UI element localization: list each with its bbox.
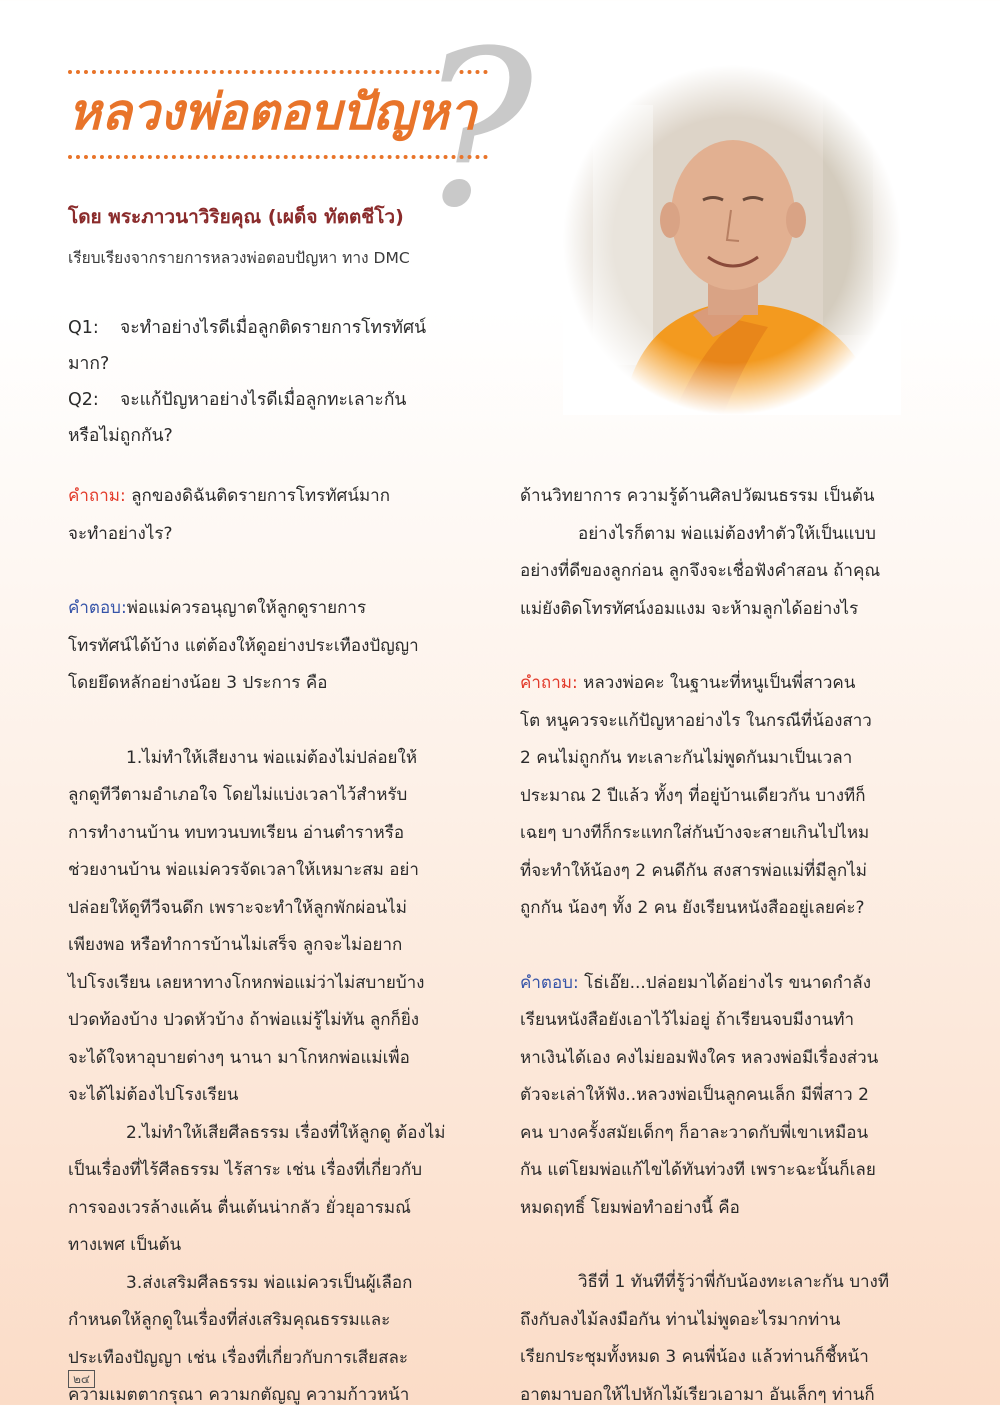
question-item: Q2: จะแก้ปัญหาอย่างไรดีเมื่อลูกทะเลาะกัน bbox=[68, 390, 407, 410]
monk-portrait-photo bbox=[563, 65, 901, 415]
title-bottom-dots bbox=[68, 155, 488, 159]
paragraph-line: ด้านวิทยาการ ความรู้ด้านศิลปวัฒนธรรม เป็นต้น bbox=[520, 486, 875, 506]
question-mark-graphic: ? bbox=[418, 4, 534, 255]
question-paragraph: คำถาม: ลูกของดิฉันติดรายการโทรทัศน์มาก bbox=[68, 486, 391, 506]
answer-paragraph: คำตอบ:พ่อแม่ควรอนุญาตให้ลูกดูรายการ bbox=[68, 598, 367, 618]
question-paragraph: คำถาม: หลวงพ่อคะ ในฐานะที่หนูเป็นพี่สาวคน bbox=[520, 673, 856, 693]
paragraph-line: วิธีที่ 1 ทันทีที่รู้ว่าพี่กับน้องทะเลาะกัน บางที bbox=[578, 1272, 890, 1292]
question-item-cont: มาก? bbox=[68, 354, 110, 374]
question-item-cont: หรือไม่ถูกกัน? bbox=[68, 426, 173, 446]
author-line: โดย พระภาวนาวิริยคุณ (เผด็จ ทัตตชีโว) bbox=[68, 206, 404, 228]
paragraph-line: 2.ไม่ทำให้เสียศีลธรรม เรื่องที่ให้ลูกดู ต้องไม่ bbox=[126, 1122, 446, 1143]
credit-line: เรียบเรียงจากรายการหลวงพ่อตอบปัญหา ทาง DMC bbox=[68, 249, 410, 267]
paragraph-line: 1.ไม่ทำให้เสียงาน พ่อแม่ต้องไม่ปล่อยให้ bbox=[126, 747, 418, 768]
monk-portrait-illustration bbox=[563, 65, 901, 415]
question-list bbox=[68, 310, 488, 454]
paragraph-line: 3.ส่งเสริมศีลธรรม พ่อแม่ควรเป็นผู้เลือก bbox=[126, 1272, 413, 1293]
answer-paragraph: คำตอบ: โธ่เอ๊ย...ปล่อยมาได้อย่างไร ขนาดกำลัง bbox=[520, 972, 871, 993]
right-column: ด้านวิทยาการ ความรู้ด้านศิลปวัฒนธรรม เป็นต้น อย่างไรก็ตาม พ่อแม่ต้องทำตัวให้เป็นแบบ อย่างที่ดีของลูกก่อน ลูกจึงจะเชื่อฟังคำสอน ถ้าคุณ แม่ยังติดโทรทัศน์งอมแงม จะห้ามลูกได้อย่างไร คำถาม: หลวงพ่อคะ ในฐานะที่หนูเป็นพี่สาวคน โต หนูควรจะแก้ปัญหาอย่างไร ในกรณีที่น้องสาว 2 คนไม่ถูกกัน ทะเลาะกันไม่พูดกันมาเป็นเวลา ประมาณ 2 ปีแล้ว ทั้งๆ ที่อยู่บ้านเดียวกัน บางทีก็ เฉยๆ บางทีก็กระแทกใส่กันบ้างจะสายเกินไปไหม ที่จะทำให้น้องๆ 2 คนดีกัน สงสารพ่อแม่ที่มีลูกไม่ ถูกกัน น้องๆ ทั้ง 2 คน ยังเรียนหนังสืออยู่เลยค่ะ? คำตอบ: โธ่เอ๊ย...ปล่อยมาได้อย่างไร ขนาดกำลัง เรียนหนังสือยังเอาไว้ไม่อยู่ ถ้าเรียนจบมีงานทำ หาเงินได้เอง คงไม่ยอมฟังใคร หลวงพ่อมีเรื่องส่วน ตัวจะเล่าให้ฟัง..หลวงพ่อเป็นลูกคนเล็ก มีพี่สาว 2 คน บางครั้งสมัยเด็กๆ ก็อาละวาดกับพี่เขาเหมือน กัน แต่โยมพ่อแก้ไขได้ทันท่วงที เพราะฉะนั้นก็เลย หมดฤทธิ์ โยมพ่อทำอย่างนี้ คือ วิธีที่ 1 ทันทีที่รู้ว่าพี่กับน้องทะเลาะกัน บางที ถึงกับลงไม้ลงมือกัน ท่านไม่พูดอะไรมากท่าน เรียกประชุมทั้งหมด 3 คนพี่น้อง แล้วท่านก็ชี้หน้า อาตมาบอกให้ไปหักไม้เรียวเอามา อันเล็กๆ ท่านก็ bbox=[520, 478, 932, 1414]
page-number: ๒๔ bbox=[68, 1370, 95, 1388]
page-title: หลวงพ่อตอบปัญหา bbox=[68, 82, 477, 141]
question-item: Q1: จะทำอย่างไรดีเมื่อลูกติดรายการโทรทัศน์ bbox=[68, 318, 427, 338]
left-column: คำถาม: ลูกของดิฉันติดรายการโทรทัศน์มาก จะทำอย่างไร? คำตอบ:พ่อแม่ควรอนุญาตให้ลูกดูรายการ โทรทัศน์ได้บ้าง แต่ต้องให้ดูอย่างประเทืองปัญญา โดยยึดหลักอย่างน้อย 3 ประการ คือ 1.ไม่ทำให้เสียงาน พ่อแม่ต้องไม่ปล่อยให้ ลูกดูทีวีตามอำเภอใจ โดยไม่แบ่งเวลาไว้สำหรับ การทำงานบ้าน ทบทวนบทเรียน อ่านตำราหรือ ช่วยงานบ้าน พ่อแม่ควรจัดเวลาให้เหมาะสม อย่า ปล่อยให้ดูทีวีจนดึก เพราะจะทำให้ลูกพักผ่อนไม่ เพียงพอ หรือทำการบ้านไม่เสร็จ ลูกจะไม่อยาก ไปโรงเรียน เลยหาทางโกหกพ่อแม่ว่าไม่สบายบ้าง ปวดท้องบ้าง ปวดหัวบ้าง ถ้าพ่อแม่รู้ไม่ทัน ลูกก็ยิ่ง จะได้ใจหาอุบายต่างๆ นานา มาโกหกพ่อแม่เพื่อ จะได้ไม่ต้องไปโรงเรียน 2.ไม่ทำให้เสียศีลธรรม เรื่องที่ให้ลูกดู ต้องไม่ เป็นเรื่องที่ไร้ศีลธรรม ไร้สาระ เช่น เรื่องที่เกี่ยวกับ การจองเวรล้างแค้น ตื่นเต้นน่ากลัว ยั่วยุอารมณ์ ทางเพศ เป็นต้น 3.ส่งเสริมศีลธรรม พ่อแม่ควรเป็นผู้เลือก กำหนดให้ลูกดูในเรื่องที่ส่งเสริมคุณธรรมและ ประเทืองปัญญา เช่น เรื่องที่เกี่ยวกับการเสียสละ ความเมตตากรุณา ความกตัญญู ความก้าวหน้า bbox=[68, 478, 478, 1415]
